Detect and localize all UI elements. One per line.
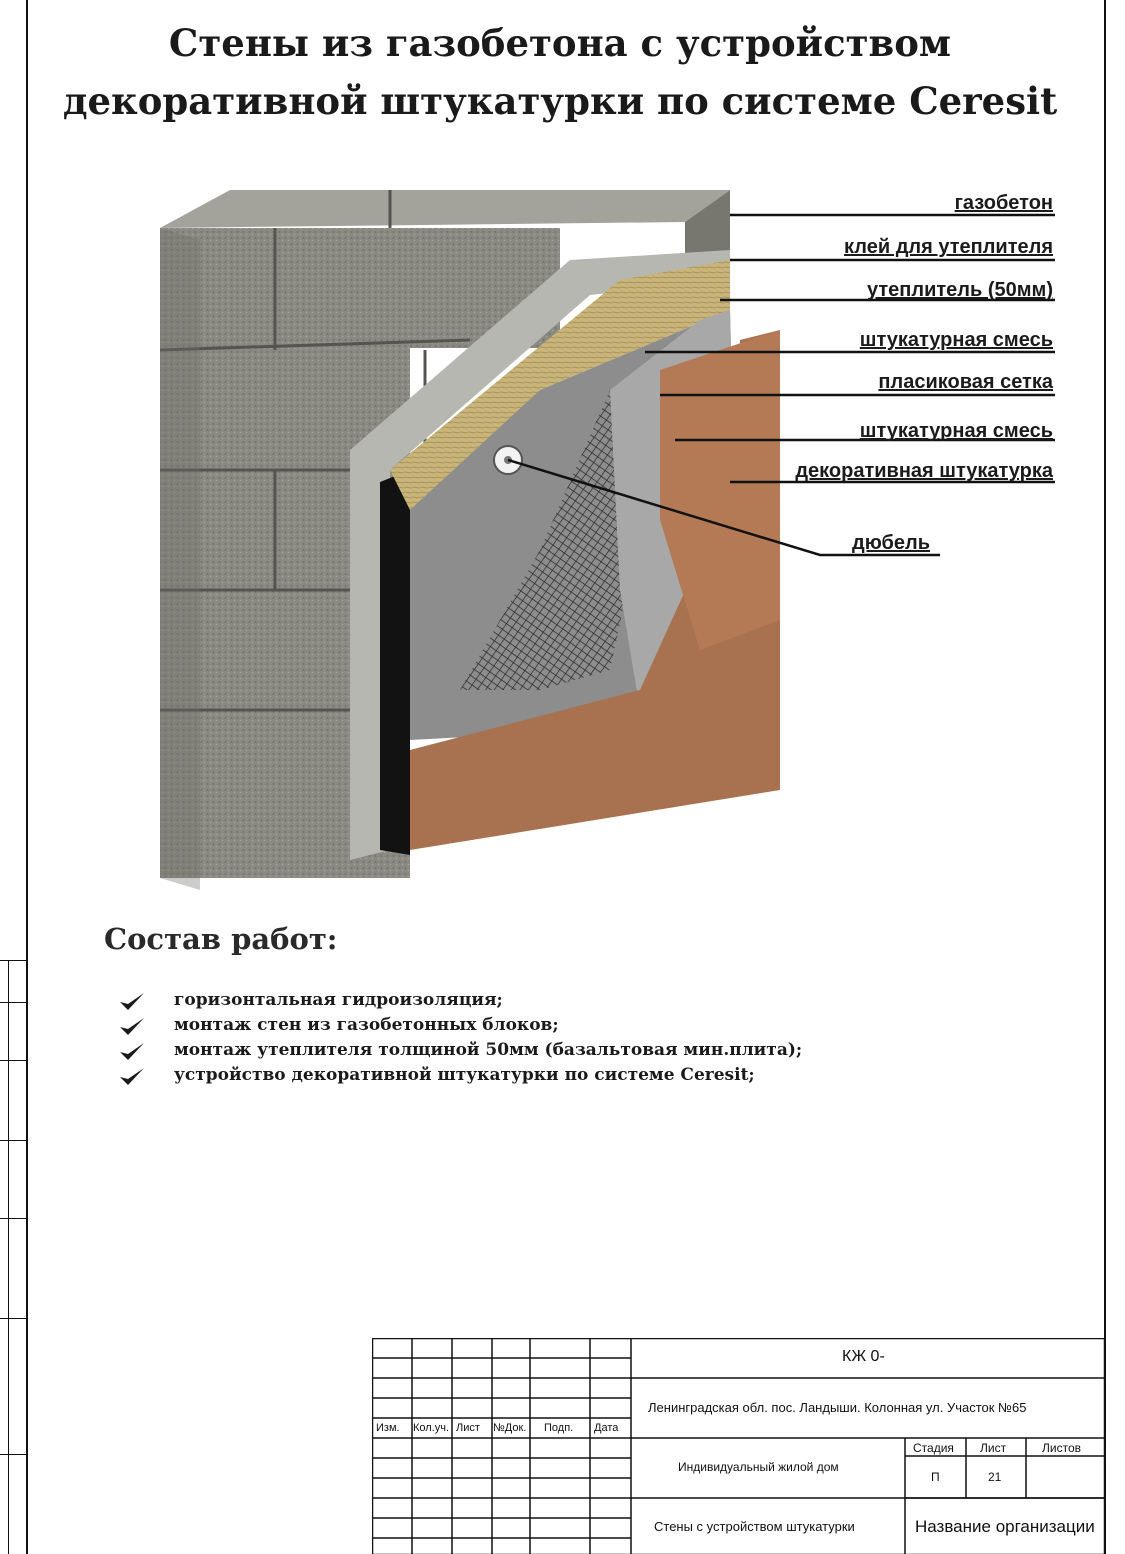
sheet-value: 21 — [988, 1470, 1002, 1484]
sheet-label: Лист — [980, 1441, 1007, 1455]
sheets-label: Листов — [1042, 1441, 1081, 1455]
work-item-text: монтаж стен из газобетонных блоков; — [174, 1015, 559, 1035]
header-kol-uch: Кол.уч. — [413, 1422, 450, 1434]
checkmark-icon — [118, 990, 146, 1012]
label-dowel: дюбель — [852, 532, 930, 554]
object-name: Индивидуальный жилой дом — [678, 1460, 839, 1474]
checkmark-icon — [118, 1065, 146, 1087]
drawing-code: КЖ 0- — [842, 1348, 885, 1365]
header-list: Лист — [456, 1422, 480, 1434]
list-item — [118, 1063, 802, 1088]
label-aerated-concrete: газобетон — [954, 192, 1053, 214]
header-ndok: №Док. — [493, 1422, 527, 1434]
header-podp: Подп. — [544, 1422, 574, 1434]
works-title: Состав работ: — [104, 922, 338, 956]
drawing-frame-right — [1104, 0, 1106, 1554]
list-item — [118, 1038, 802, 1063]
page-title-line-2: декоративной штукатурки по системе Ceresit — [62, 79, 1058, 123]
label-adhesive: клей для утеплителя — [844, 236, 1053, 258]
checkmark-icon — [118, 1015, 146, 1037]
label-plaster-mix-2: штукатурная смесь — [859, 420, 1053, 442]
object-address: Ленинградская обл. пос. Ландыши. Колонная ул. Участок №65 — [648, 1400, 1027, 1415]
side-binding-strip — [0, 960, 26, 1554]
list-item — [118, 988, 802, 1013]
stage-value: П — [931, 1470, 940, 1484]
work-item-text: горизонтальная гидроизоляция; — [174, 990, 503, 1010]
label-plaster-mix-1: штукатурная смесь — [859, 329, 1053, 351]
drawing-frame-left — [26, 0, 28, 1554]
label-decorative-plaster: декоративная штукатурка — [795, 460, 1053, 482]
label-insulation: утеплитель (50мм) — [867, 279, 1053, 301]
stage-label: Стадия — [913, 1441, 954, 1455]
page-title — [60, 14, 1060, 130]
work-item-text: монтаж утеплителя толщиной 50мм (базальтовая мин.плита); — [174, 1040, 803, 1060]
drawing-name: Стены с устройством штукатурки — [654, 1519, 855, 1534]
organization-name: Название организации — [915, 1517, 1095, 1536]
page-title-line-1: Стены из газобетона с устройством — [168, 21, 952, 65]
list-item — [118, 1013, 802, 1038]
block-top-face — [160, 190, 730, 228]
works-list — [118, 988, 802, 1088]
checkmark-icon — [118, 1040, 146, 1062]
work-item-text: устройство декоративной штукатурки по системе Ceresit; — [174, 1065, 755, 1085]
header-data: Дата — [594, 1422, 619, 1434]
title-block-stamp — [372, 1338, 1106, 1554]
label-mesh: пласиковая сетка — [878, 371, 1053, 393]
header-izm: Изм. — [376, 1422, 400, 1434]
